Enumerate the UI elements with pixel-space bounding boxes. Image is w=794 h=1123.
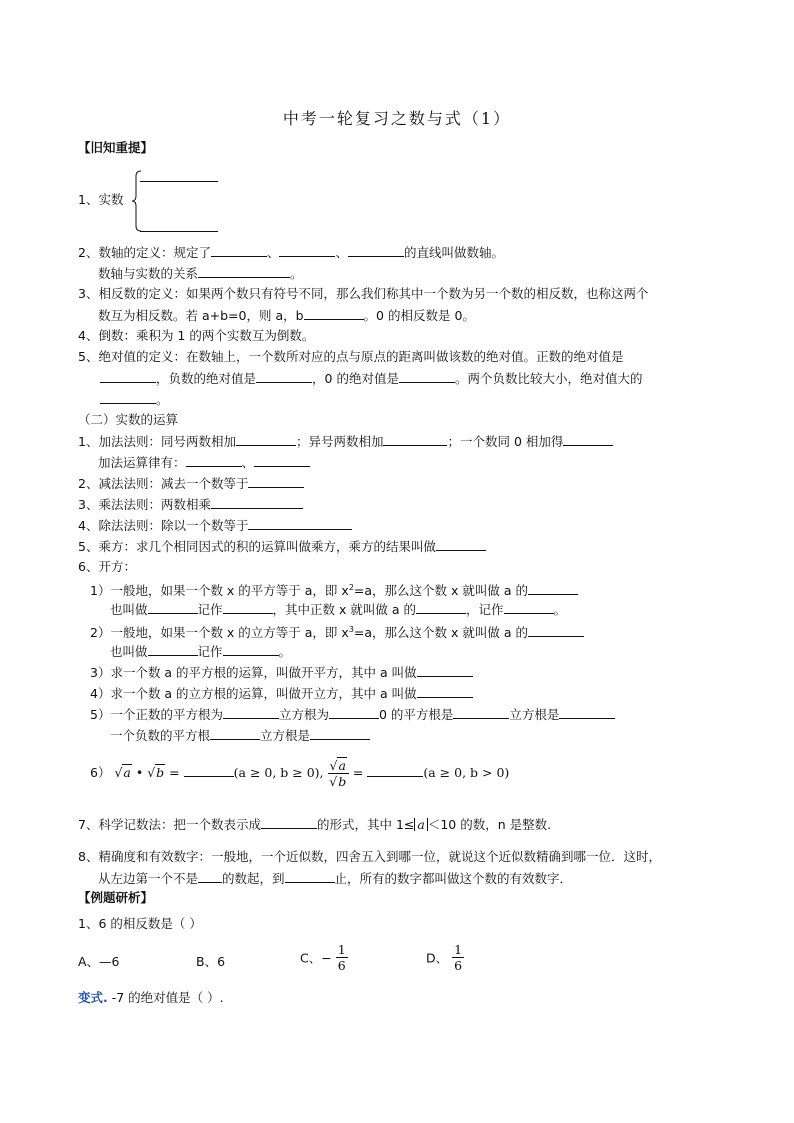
option-c[interactable]: C、− $\frac{1}{6}$: [300, 942, 346, 973]
s5-line2: 一个负数的平方根 立方根是: [110, 727, 370, 744]
blank[interactable]: [256, 370, 312, 383]
blank[interactable]: [504, 601, 554, 614]
blank[interactable]: [453, 706, 509, 719]
s6-formula: 6） √a • √b = (a ≥ 0, b ≥ 0), $\frac{√a}{√b}$ = (a ≥ 0, b > 0): [90, 758, 510, 789]
blank[interactable]: [383, 433, 447, 446]
blank[interactable]: [285, 870, 335, 883]
variant-question: 变式. -7 的绝对值是（ ）.: [78, 990, 224, 1005]
q2-line2: 数轴与实数的关系 。: [98, 266, 303, 281]
blank[interactable]: [148, 643, 198, 656]
option-a[interactable]: A、—6: [78, 954, 120, 969]
blank[interactable]: [367, 764, 423, 777]
blank[interactable]: [279, 244, 335, 257]
q5-line3: 。: [100, 391, 169, 408]
blank[interactable]: [211, 244, 267, 257]
blank[interactable]: [198, 265, 290, 278]
q7-line: 7、科学记数法：把一个数表示成 的形式，其中 1≤ a ＜10 的数，n 是整数.: [78, 817, 552, 832]
fraction: $\frac{1}{6}$: [454, 942, 463, 973]
blank[interactable]: [436, 538, 486, 551]
s2-line1: 2）一般地，如果一个数 x 的立方等于 a，即 $x^3=a$，那么这个数 x 就叫做 a 的: [90, 622, 584, 641]
blank[interactable]: [416, 601, 466, 614]
section-examples-heading: 【例题研析】: [78, 890, 154, 905]
blank[interactable]: [211, 496, 303, 509]
s1-line2: 也叫做 记作 ，其中正数 x 就叫做 a 的 ，记作 。: [110, 602, 567, 617]
blank[interactable]: [236, 433, 296, 446]
blank[interactable]: [563, 433, 613, 446]
blank[interactable]: [223, 601, 273, 614]
q3-line1: 3、相反数的定义：如果两个数只有符号不同，那么我们称其中一个数为另一个数的相反数，也称这两个: [78, 286, 649, 301]
blank[interactable]: [198, 870, 222, 883]
page-title: 中考一轮复习之数与式（1）: [282, 109, 512, 128]
blank[interactable]: [100, 370, 156, 383]
blank[interactable]: [528, 582, 578, 595]
q5-line1: 5、绝对值的定义：在数轴上，一个数所对应的点与原点的距离叫做该数的绝对值。正数的绝对值是: [78, 349, 624, 364]
sqrt-fraction: $\frac{√a}{√b}$: [328, 758, 349, 789]
r4-line: 4、除法法则：除以一个数等于: [78, 517, 352, 534]
blank[interactable]: [254, 454, 310, 467]
blank[interactable]: [248, 475, 304, 488]
q4-line: 4、倒数：乘积为 1 的两个实数互为倒数。: [78, 328, 315, 343]
blank[interactable]: [223, 643, 279, 656]
blank[interactable]: [329, 706, 379, 719]
blank[interactable]: [248, 517, 352, 530]
brace-icon: [132, 170, 142, 232]
r2-line: 2、减法法则：减去一个数等于: [78, 475, 304, 492]
r1-line2: 加法运算律有： 、: [98, 454, 310, 471]
blank[interactable]: [310, 727, 370, 740]
section-operations-heading: （二）实数的运算: [78, 412, 179, 427]
blank[interactable]: [417, 664, 473, 677]
blank[interactable]: [348, 244, 404, 257]
s4-line: 4）求一个数 a 的立方根的运算，叫做开立方，其中 a 叫做: [90, 685, 473, 702]
example-1-question: 1、6 的相反数是（ ）: [78, 916, 202, 931]
sqrt-b: √b: [147, 765, 165, 780]
section-review-heading: 【旧知重提】: [78, 140, 154, 155]
blank[interactable]: [304, 307, 364, 320]
blank[interactable]: [559, 706, 615, 719]
blank[interactable]: [100, 391, 156, 404]
r6-line: 6、开方：: [78, 559, 136, 574]
s3-line: 3）求一个数 a 的平方根的运算，叫做开平方，其中 a 叫做: [90, 664, 473, 681]
blank[interactable]: [399, 370, 455, 383]
r5-line: 5、乘方：求几个相同因式的积的运算叫做乘方，乘方的结果叫做: [78, 538, 486, 555]
blank[interactable]: [148, 601, 198, 614]
q3-line2: 数互为相反数。若 a+b=0，则 a，b 。0 的相反数是 0。: [98, 308, 475, 323]
variant-label: 变式.: [78, 990, 108, 1005]
blank[interactable]: [186, 454, 242, 467]
sqrt-a: √a: [114, 765, 131, 780]
q1-blank-top[interactable]: [140, 181, 218, 182]
q5-line2: ，负数的绝对值是 ，0 的绝对值是 。两个负数比较大小，绝对值大的: [100, 370, 642, 387]
q1-label: 1、实数: [78, 192, 124, 207]
s1-line1: 1）一般地，如果一个数 x 的平方等于 a，即 $x^2=a$，那么这个数 x 就叫做 a 的: [90, 580, 578, 599]
r3-line: 3、乘法法则：两数相乘: [78, 496, 303, 513]
blank[interactable]: [223, 706, 279, 719]
q2-line1: 2、数轴的定义：规定了 、 、 的直线叫做数轴。: [78, 245, 505, 260]
q8-line2: 从左边第一个不是 的数起，到 止，所有的数字都叫做这个数的有效数字．: [98, 871, 573, 886]
blank[interactable]: [528, 624, 584, 637]
blank[interactable]: [261, 816, 317, 829]
blank[interactable]: [210, 727, 260, 740]
fraction: $\frac{1}{6}$: [337, 942, 346, 973]
option-d[interactable]: D、 $\frac{1}{6}$: [426, 942, 463, 973]
q8-line1: 8、精确度和有效数字：一般地，一个近似数，四舍五入到哪一位，就说这个近似数精确到哪一位．这时，: [78, 849, 661, 864]
blank[interactable]: [417, 685, 473, 698]
abs-a: a: [414, 818, 427, 831]
r1-line1: 1、加法法则：同号两数相加 ；异号两数相加 ；一个数同 0 相加得: [78, 433, 613, 450]
s2-line2: 也叫做 记作 。: [110, 644, 292, 659]
s5-line1: 5）一个正数的平方根为 立方根为 0 的平方根是 立方根是: [90, 706, 615, 723]
q1-blank-bottom[interactable]: [140, 231, 218, 232]
option-b[interactable]: B、6: [196, 954, 226, 969]
blank[interactable]: [184, 764, 234, 777]
